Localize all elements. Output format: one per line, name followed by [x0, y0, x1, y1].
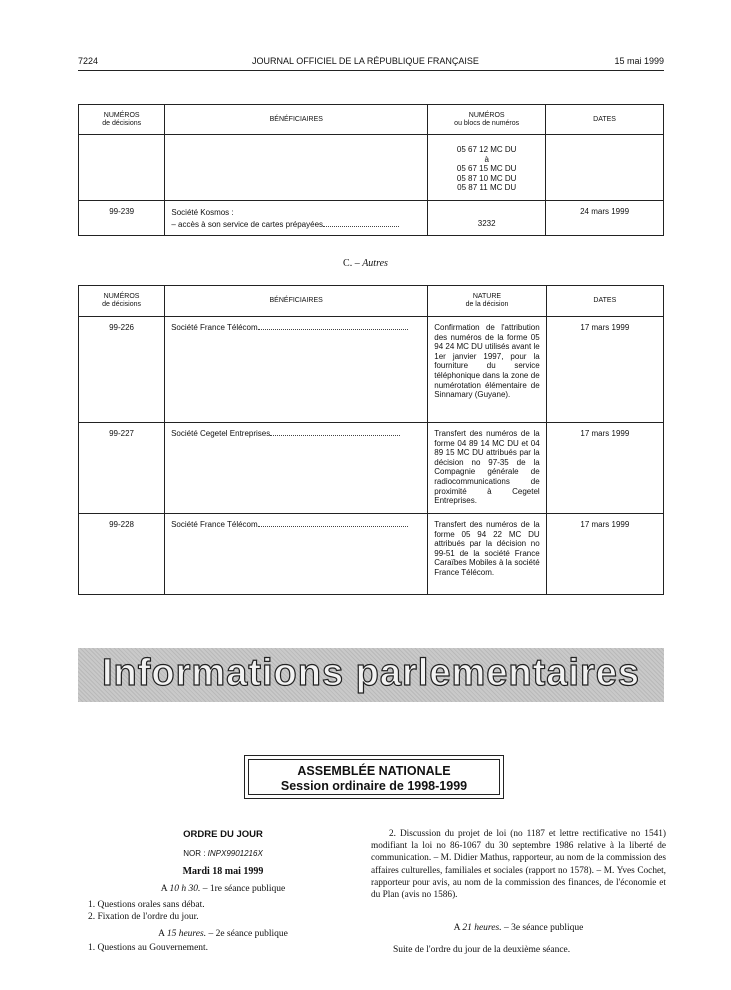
journal-title: JOURNAL OFFICIEL DE LA RÉPUBLIQUE FRANÇAISE — [252, 56, 479, 66]
nor-reference: NOR : INPX9901216X — [183, 849, 263, 858]
decision-number: 99-239 — [79, 201, 165, 236]
col-header-num: NUMÉROS de décisions — [79, 286, 165, 317]
number-block: 3232 — [428, 201, 546, 236]
header-rule — [78, 70, 664, 71]
beneficiary: Société France Télécom — [165, 317, 428, 423]
table-header-row — [79, 105, 664, 135]
col-header-num: NUMÉROS de décisions — [79, 105, 165, 135]
sitting-2-item: 1. Questions au Gouvernement. — [88, 943, 209, 953]
decision-date: 17 mars 1999 — [546, 514, 663, 595]
beneficiary: Société Cegetel Entreprises — [165, 423, 428, 514]
agenda-day: Mardi 18 mai 1999 — [182, 866, 264, 877]
table-row — [79, 514, 664, 595]
table-header-row — [79, 286, 664, 317]
number-block-list: 05 67 12 MC DU à 05 67 15 MC DU 05 87 10 MC DU 05 87 11 MC DU — [428, 135, 546, 201]
issue-date: 15 mai 1999 — [614, 56, 664, 66]
decision-date: 17 mars 1999 — [546, 317, 663, 423]
section-banner — [78, 648, 664, 702]
numbers-table — [78, 104, 664, 236]
decision-number: 99-226 — [79, 317, 165, 423]
other-decisions-table — [78, 285, 664, 595]
assembly-title: ASSEMBLÉE NATIONALE — [297, 764, 451, 778]
sitting-1: A 10 h 30. – 1re séance publique — [160, 884, 286, 894]
sitting-3-note: Suite de l'ordre du jour de la deuxième séance. — [393, 945, 571, 955]
agenda-title: ORDRE DU JOUR — [183, 829, 263, 840]
col-header-nature: NATURE de la décision — [428, 286, 546, 317]
decision-date: 17 mars 1999 — [546, 423, 663, 514]
decision-nature: Transfert des numéros de la forme 05 94 22 MC DU attribués par la décision no 99-51 de la société France Caraïbes Mobiles à la société France Télécom. — [428, 514, 546, 595]
decision-number: 99-228 — [79, 514, 165, 595]
session-title: Session ordinaire de 1998-1999 — [280, 779, 468, 793]
beneficiary: Société Kosmos : – accès à son service de cartes prépayées — [165, 201, 428, 236]
sitting-1-items: 1. Questions orales sans débat. 2. Fixation de l'ordre du jour. — [88, 900, 205, 922]
table-row — [79, 201, 664, 236]
table-row — [79, 135, 664, 201]
col-header-ben: BÉNÉFICIAIRES — [165, 286, 428, 317]
sitting-2: A 15 heures. – 2e séance publique — [158, 929, 288, 939]
col-header-dates: DATES — [546, 286, 663, 317]
agenda-item-2: 2. Discussion du projet de loi (no 1187 et lettre rectificative no 1541) modifiant la loi no 86-1067 du 30 septembre 1986 relative à la liberté de communication. – M. Didier Mathus, rapporteur, au nom de la commission des affaires culturelles, familiales et sociales (rapport no 1578). – M. Yves Cochet, rapporteur pour avis, au nom de la commission des finances, de l'économie et du Plan (avis no 1586). — [371, 829, 666, 901]
table-row — [79, 423, 664, 514]
decision-date: 24 mars 1999 — [546, 201, 664, 236]
decision-number: 99-227 — [79, 423, 165, 514]
decision-nature: Confirmation de l'attribution des numéros de la forme 05 94 24 MC DU utilisés avant le 1er janvier 1997, pour la fourniture du service téléphonique dans la zone de numérotation élémentaire de Sinnamary (Guyane). — [428, 317, 546, 423]
col-header-dates: DATES — [546, 105, 664, 135]
page-number: 7224 — [78, 56, 99, 66]
sitting-3: A 21 heures. – 3e séance publique — [453, 923, 584, 933]
banner-title: Informations parlementaires — [101, 652, 641, 694]
col-header-blocks: NUMÉROS ou blocs de numéros — [428, 105, 546, 135]
col-header-ben: BÉNÉFICIAIRES — [165, 105, 428, 135]
assembly-box — [244, 755, 504, 799]
section-title: C. – Autres — [343, 258, 388, 269]
decision-nature: Transfert des numéros de la forme 04 89 14 MC DU et 04 89 15 MC DU attribués par la décision no 97-35 de la Compagnie générale de radiocommunications de proximité à Cegetel Entreprises. — [428, 423, 546, 514]
table-row — [79, 317, 664, 423]
beneficiary: Société France Télécom — [165, 514, 428, 595]
